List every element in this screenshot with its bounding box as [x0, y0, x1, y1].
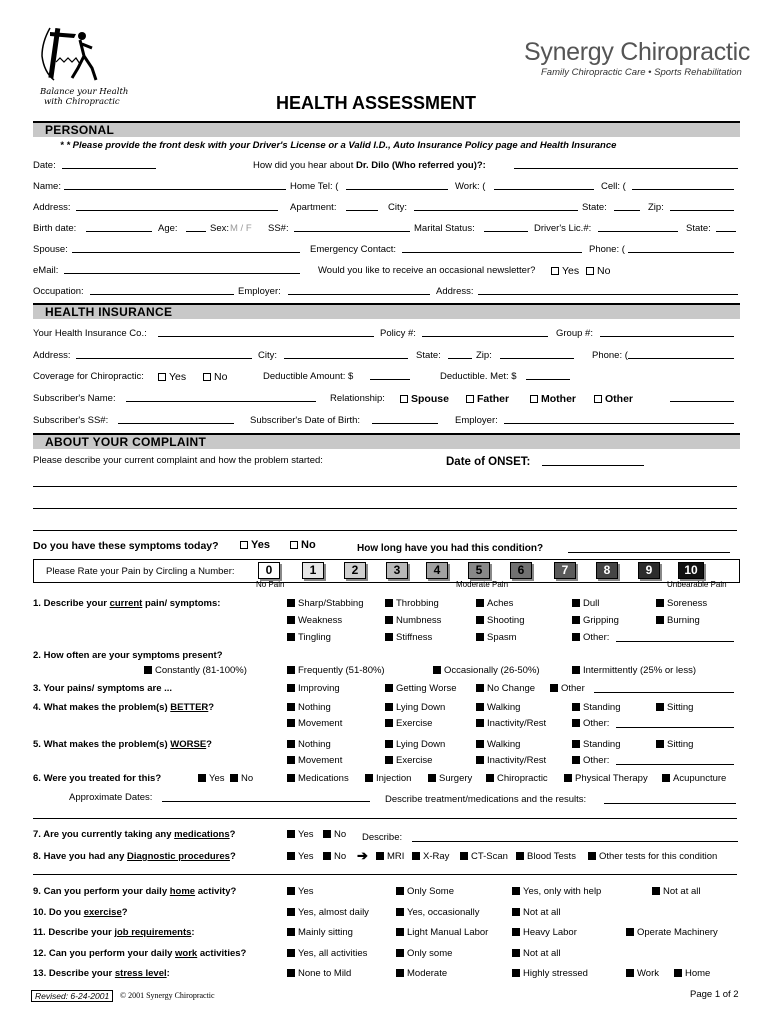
insurance-company-label: Your Health Insurance Co.: — [33, 328, 147, 339]
q3-label: 3. Your pains/ symptoms are ... — [33, 683, 173, 694]
q9-not-at-all[interactable]: Not at all — [652, 886, 701, 897]
work-label: Work: ( — [455, 181, 486, 192]
q3-getting-worse[interactable]: Getting Worse — [385, 683, 457, 694]
q6-injection[interactable]: Injection — [365, 773, 411, 784]
brand-name: Synergy Chiropractic — [524, 38, 751, 66]
emergency-phone-field[interactable] — [628, 244, 734, 253]
spouse-field[interactable] — [72, 244, 300, 253]
subscriber-label: Subscriber's Name: — [33, 393, 116, 404]
page-number: Page 1 of 2 — [690, 989, 739, 1000]
q11-mainly-sitting[interactable]: Mainly sitting — [287, 927, 353, 938]
q8-blood-tests[interactable]: Blood Tests — [516, 851, 576, 862]
policy-field[interactable] — [422, 328, 548, 337]
q6-describe-label: Describe treatment/medications and the results: — [385, 794, 587, 805]
occupation-label: Occupation: — [33, 286, 84, 297]
q6-physical-therapy[interactable]: Physical Therapy — [564, 773, 648, 784]
zip-label: Zip: — [648, 202, 664, 213]
newsletter-no[interactable]: No — [586, 265, 610, 277]
home-tel-label: Home Tel: ( — [290, 181, 339, 192]
spouse-label: Spouse: — [33, 244, 68, 255]
employer-label: Employer: — [238, 286, 281, 297]
relationship-spouse[interactable]: Spouse — [400, 393, 449, 405]
how-long-field[interactable] — [568, 544, 730, 553]
insurance-address-field[interactable] — [76, 350, 252, 359]
q3-other-field[interactable] — [594, 684, 734, 693]
q6-dates-label: Approximate Dates: — [69, 792, 153, 803]
emergency-field[interactable] — [402, 244, 582, 253]
q1-stiffness[interactable]: Stiffness — [385, 632, 432, 643]
q6-chiropractic[interactable]: Chiropractic — [486, 773, 548, 784]
q2-label: 2. How often are your symptoms present? — [33, 650, 223, 661]
pain-rate-label: Please Rate your Pain by Circling a Number: — [46, 566, 235, 577]
pain-0[interactable]: 0 — [258, 562, 280, 579]
q1-spasm[interactable]: Spasm — [476, 632, 517, 643]
q2-frequently[interactable]: Frequently (51-80%) — [287, 665, 385, 676]
complaint-line-1[interactable] — [33, 486, 737, 487]
subscriber-ss-field[interactable] — [118, 415, 234, 424]
pain-8[interactable]: 8 — [596, 562, 618, 579]
complaint-line-2[interactable] — [33, 508, 737, 509]
revised-badge: Revised: 6-24-2001 — [31, 990, 113, 1002]
q1-other[interactable]: Other: — [572, 632, 609, 643]
q5-movement[interactable]: Movement — [287, 755, 342, 766]
pain-4[interactable]: 4 — [426, 562, 448, 579]
pain-1[interactable]: 1 — [302, 562, 324, 579]
q6-acupuncture[interactable]: Acupuncture — [662, 773, 726, 784]
q8-ctscan[interactable]: CT-Scan — [460, 851, 508, 862]
coverage-yes[interactable]: Yes — [158, 371, 186, 383]
q6-surgery[interactable]: Surgery — [428, 773, 472, 784]
q13-none-to-mild[interactable]: None to Mild — [287, 968, 351, 979]
q10-occasionally[interactable]: Yes, occasionally — [396, 907, 480, 918]
q12-all-activities[interactable]: Yes, all activities — [287, 948, 367, 959]
q10-not-at-all[interactable]: Not at all — [512, 907, 561, 918]
q1-tingling[interactable]: Tingling — [287, 632, 331, 643]
q3-improving[interactable]: Improving — [287, 683, 340, 694]
ss-field[interactable] — [294, 223, 410, 232]
name-field[interactable] — [64, 181, 286, 190]
logo-tagline-2: with Chiropractic — [44, 97, 120, 107]
q9-only-some[interactable]: Only Some — [396, 886, 454, 897]
q1-burning[interactable]: Burning — [656, 615, 700, 626]
insurance-zip-label: Zip: — [476, 350, 492, 361]
employer-field[interactable] — [288, 286, 430, 295]
q13-label: 13. Describe your stress level: — [33, 968, 170, 979]
q4-other[interactable]: Other: — [572, 718, 609, 729]
deductible-field[interactable] — [370, 371, 410, 380]
q9-yes[interactable]: Yes — [287, 886, 314, 897]
employer-address-field[interactable] — [478, 286, 738, 295]
q8-yes[interactable]: Yes — [287, 851, 314, 862]
id-requirement-note: * * Please provide the front desk with your Driver's License or a Valid I.D., Auto Insurance Policy page and Health Insurance — [60, 140, 617, 151]
q5-sitting[interactable]: Sitting — [656, 739, 693, 750]
subscriber-employer-field[interactable] — [504, 415, 734, 424]
q7-yes[interactable]: Yes — [287, 829, 314, 840]
dl-field[interactable] — [598, 223, 678, 232]
birth-label: Birth date: — [33, 223, 77, 234]
q5-other[interactable]: Other: — [572, 755, 609, 766]
policy-label: Policy #: — [380, 328, 416, 339]
pain-scale — [0, 562, 770, 580]
q1-soreness[interactable]: Soreness — [656, 598, 707, 609]
q8-no[interactable]: No — [323, 851, 346, 862]
q5-inactivity[interactable]: Inactivity/Rest — [476, 755, 546, 766]
logo-tagline-1: Balance your Health — [40, 87, 129, 97]
logo-figure-icon — [36, 22, 100, 88]
newsletter-yes[interactable]: Yes — [551, 265, 579, 277]
insurance-state-field[interactable] — [448, 350, 472, 359]
age-label: Age: — [158, 223, 178, 234]
referral-field[interactable] — [514, 160, 738, 169]
insurance-city-label: City: — [258, 350, 277, 361]
work-field[interactable] — [494, 181, 594, 190]
deductible-label: Deductible Amount: $ — [263, 371, 354, 382]
pain-10[interactable]: 10 — [678, 562, 704, 579]
q1-sharp[interactable]: Sharp/Stabbing — [287, 598, 364, 609]
q13-work[interactable]: Work — [626, 968, 659, 979]
subscriber-dob-field[interactable] — [372, 415, 438, 424]
pain-5[interactable]: 5 — [468, 562, 490, 579]
q6-yes[interactable]: Yes — [198, 773, 225, 784]
q1-label: 1. Describe your current pain/ symptoms: — [33, 598, 221, 609]
insurance-phone-label: Phone: ( — [592, 350, 628, 361]
q13-home[interactable]: Home — [674, 968, 710, 979]
complaint-line-3[interactable] — [33, 530, 737, 531]
q9-label: 9. Can you perform your daily home activity? — [33, 886, 237, 897]
home-tel-field[interactable] — [346, 181, 448, 190]
q13-moderate[interactable]: Moderate — [396, 968, 447, 979]
symptoms-today-yes[interactable]: Yes — [240, 539, 270, 551]
q4-movement[interactable]: Movement — [287, 718, 342, 729]
address-field[interactable] — [76, 202, 278, 211]
insurance-zip-field[interactable] — [500, 350, 574, 359]
deductible-met-label: Deductible. Met: $ — [440, 371, 517, 382]
q5-walking[interactable]: Walking — [476, 739, 520, 750]
copyright: © 2001 Synergy Chiropractic — [120, 991, 215, 1000]
q1-numbness[interactable]: Numbness — [385, 615, 441, 626]
apartment-label: Apartment: — [290, 202, 337, 213]
q6-label: 6. Were you treated for this? — [33, 773, 162, 784]
zip-field[interactable] — [670, 202, 734, 211]
q10-almost-daily[interactable]: Yes, almost daily — [287, 907, 369, 918]
q5-exercise[interactable]: Exercise — [385, 755, 432, 766]
insurance-city-field[interactable] — [284, 350, 408, 359]
q5-lying-down[interactable]: Lying Down — [385, 739, 445, 750]
q3-other[interactable]: Other — [550, 683, 585, 694]
subscriber-ss-label: Subscriber's SS#: — [33, 415, 109, 426]
birth-date-field[interactable] — [86, 223, 152, 232]
q12-only-some[interactable]: Only some — [396, 948, 452, 959]
moderate-pain-label: Moderate Pain — [456, 580, 509, 589]
newsletter-label: Would you like to receive an occasional newsletter? — [318, 265, 536, 276]
q10-label: 10. Do you exercise? — [33, 907, 128, 918]
q4-walking[interactable]: Walking — [476, 702, 520, 713]
name-label: Name: — [33, 181, 61, 192]
subscriber-dob-label: Subscriber's Date of Birth: — [250, 415, 361, 426]
relationship-other-field[interactable] — [670, 393, 734, 402]
marital-label: Marital Status: — [414, 223, 475, 234]
cell-field[interactable] — [632, 181, 734, 190]
q12-not-at-all[interactable]: Not at all — [512, 948, 561, 959]
sex-label: Sex: — [210, 223, 230, 234]
occupation-field[interactable] — [90, 286, 234, 295]
pain-7[interactable]: 7 — [554, 562, 576, 579]
q5-nothing[interactable]: Nothing — [287, 739, 331, 750]
address-label: Address: — [33, 202, 71, 213]
q6-medications[interactable]: Medications — [287, 773, 349, 784]
q5-label: 5. What makes the problem(s) WORSE? — [33, 739, 212, 750]
q1-dull[interactable]: Dull — [572, 598, 599, 609]
q6-describe-line[interactable] — [33, 818, 737, 819]
q8-xray[interactable]: X-Ray — [412, 851, 449, 862]
pain-2[interactable]: 2 — [344, 562, 366, 579]
dl-label: Driver's Lic.#: — [534, 223, 592, 234]
age-field[interactable] — [186, 223, 206, 232]
q2-constantly[interactable]: Constantly (81-100%) — [144, 665, 247, 676]
deductible-met-field[interactable] — [526, 371, 570, 380]
q6-dates-field[interactable] — [162, 793, 370, 802]
q11-label: 11. Describe your job requirements: — [33, 927, 195, 938]
q9-with-help[interactable]: Yes, only with help — [512, 886, 601, 897]
relationship-mother[interactable]: Mother — [530, 393, 576, 405]
pain-6[interactable]: 6 — [510, 562, 532, 579]
relationship-other[interactable]: Other — [594, 393, 633, 405]
subscriber-field[interactable] — [126, 393, 316, 402]
insurance-state-label: State: — [416, 350, 441, 361]
cell-label: Cell: ( — [601, 181, 626, 192]
relationship-label: Relationship: — [330, 393, 385, 404]
insurance-phone-field[interactable] — [628, 350, 734, 359]
state-label: State: — [582, 202, 607, 213]
employer-address-label: Address: — [436, 286, 474, 297]
email-label: eMail: — [33, 265, 59, 276]
insurance-company-field[interactable] — [158, 328, 374, 337]
section-insurance-header: HEALTH INSURANCE — [33, 303, 740, 319]
q2-occasionally[interactable]: Occasionally (26-50%) — [433, 665, 540, 676]
q1-weakness[interactable]: Weakness — [287, 615, 342, 626]
symptoms-today-no[interactable]: No — [290, 539, 316, 551]
q1-throbbing[interactable]: Throbbing — [385, 598, 439, 609]
q8-mri[interactable]: MRI — [376, 851, 404, 862]
q13-highly-stressed[interactable]: Highly stressed — [512, 968, 588, 979]
q11-heavy-labor[interactable]: Heavy Labor — [512, 927, 577, 938]
section-personal-header: PERSONAL — [33, 121, 740, 137]
q6-describe-field[interactable] — [604, 795, 736, 804]
q6-no[interactable]: No — [230, 773, 253, 784]
q3-no-change[interactable]: No Change — [476, 683, 535, 694]
state-field[interactable] — [614, 202, 640, 211]
page-title: HEALTH ASSESSMENT — [276, 93, 477, 113]
q1-gripping[interactable]: Gripping — [572, 615, 619, 626]
how-long-label: How long have you had this condition? — [357, 543, 544, 554]
unbearable-pain-label: Unbearable Pain — [667, 580, 727, 589]
pain-3[interactable]: 3 — [386, 562, 408, 579]
complaint-describe-label: Please describe your current complaint and how the problem started: — [33, 455, 323, 466]
q7-describe-label: Describe: — [362, 832, 403, 843]
sex-options[interactable]: M / F — [230, 223, 252, 234]
q4-nothing[interactable]: Nothing — [287, 702, 331, 713]
q5-other-field[interactable] — [616, 756, 734, 765]
marital-field[interactable] — [484, 223, 528, 232]
q1-other-field[interactable] — [616, 633, 734, 642]
ss-label: SS#: — [268, 223, 289, 234]
symptoms-today-label: Do you have these symptoms today? — [33, 540, 219, 552]
q4-lying-down[interactable]: Lying Down — [385, 702, 445, 713]
q2-intermittently[interactable]: Intermittently (25% or less) — [572, 665, 696, 676]
coverage-label: Coverage for Chiropractic: — [33, 371, 144, 382]
q4-exercise[interactable]: Exercise — [385, 718, 432, 729]
emergency-phone-label: Phone: ( — [589, 244, 625, 255]
q7-no[interactable]: No — [323, 829, 346, 840]
group-label: Group #: — [556, 328, 593, 339]
q4-standing[interactable]: Standing — [572, 702, 621, 713]
q11-operate-machinery[interactable]: Operate Machinery — [626, 927, 718, 938]
arrow-right-icon: ➔ — [357, 848, 368, 863]
q8-line[interactable] — [33, 874, 737, 875]
q7-describe-field[interactable] — [412, 833, 738, 842]
group-field[interactable] — [600, 328, 734, 337]
q7-label: 7. Are you currently taking any medications? — [33, 829, 236, 840]
email-field[interactable] — [64, 265, 300, 274]
dl-state-label: State: — [686, 223, 711, 234]
q5-standing[interactable]: Standing — [572, 739, 621, 750]
q4-label: 4. What makes the problem(s) BETTER? — [33, 702, 215, 713]
section-complaint-header: ABOUT YOUR COMPLAINT — [33, 433, 740, 449]
onset-label: Date of ONSET: — [446, 456, 531, 468]
brand-tagline: Family Chiropractic Care • Sports Rehabilitation — [541, 67, 742, 78]
coverage-no[interactable]: No — [203, 371, 227, 383]
q12-label: 12. Can you perform your daily work activities? — [33, 948, 247, 959]
q4-other-field[interactable] — [616, 719, 734, 728]
dl-state-field[interactable] — [716, 223, 736, 232]
q4-inactivity[interactable]: Inactivity/Rest — [476, 718, 546, 729]
q1-shooting[interactable]: Shooting — [476, 615, 525, 626]
city-field[interactable] — [414, 202, 578, 211]
q11-light-labor[interactable]: Light Manual Labor — [396, 927, 488, 938]
onset-field[interactable] — [542, 457, 644, 466]
insurance-address-label: Address: — [33, 350, 71, 361]
q4-sitting[interactable]: Sitting — [656, 702, 693, 713]
q8-label: 8. Have you had any Diagnostic procedures? — [33, 851, 236, 862]
q1-aches[interactable]: Aches — [476, 598, 513, 609]
date-label: Date: — [33, 160, 56, 171]
city-label: City: — [388, 202, 407, 213]
relationship-father[interactable]: Father — [466, 393, 509, 405]
no-pain-label: No Pain — [256, 580, 285, 589]
apartment-field[interactable] — [346, 202, 378, 211]
subscriber-employer-label: Employer: — [455, 415, 498, 426]
q8-other-tests[interactable]: Other tests for this condition — [588, 851, 717, 862]
emergency-label: Emergency Contact: — [310, 244, 397, 255]
date-field[interactable] — [62, 160, 156, 169]
pain-9[interactable]: 9 — [638, 562, 660, 579]
